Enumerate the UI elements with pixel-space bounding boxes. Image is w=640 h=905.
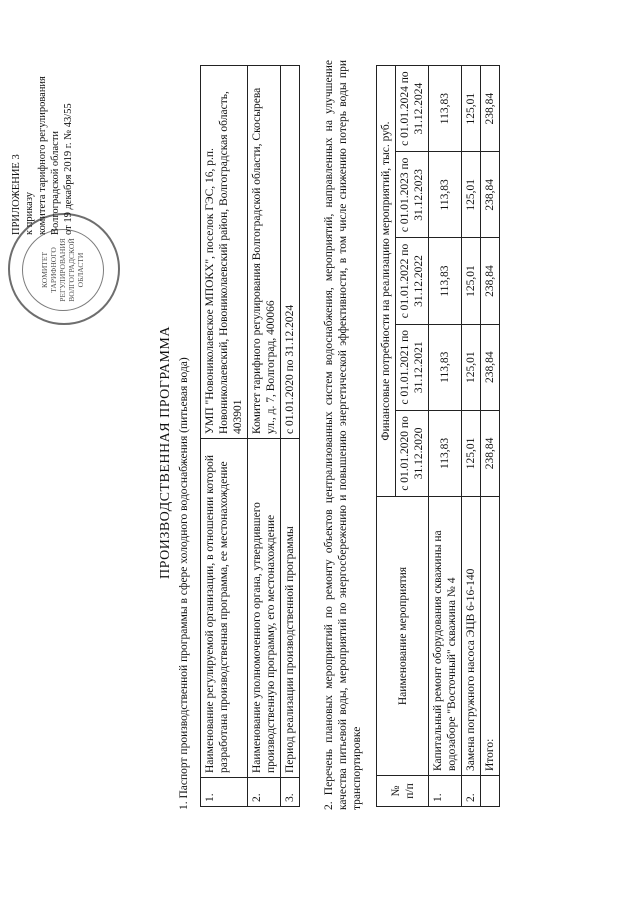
row-label: Капитальный ремонт оборудования скважины на водозаборе "Восточный" скважина № 4: [429, 497, 462, 776]
row-value: Комитет тарифного регулирования Волгоградской области, Скосырева ул., д. 7, Волгоград, 400066: [248, 66, 281, 439]
column-header-name: Наименование мероприятия: [377, 497, 429, 776]
row-value: УМП "Новониколаевское МПОКХ", поселок ГЭС, 16, р.п. Новониколаевский, Новониколаевский район, Волгоградская область, 403901: [201, 66, 248, 439]
table-header-row: [377, 66, 396, 807]
cell-value: 113,83: [429, 410, 462, 496]
appendix-line-4: Волгоградской области: [50, 130, 61, 235]
total-value: 238,84: [481, 324, 500, 410]
table-row: [281, 66, 300, 807]
cell-value: 125,01: [462, 410, 481, 496]
cell-value: 125,01: [462, 238, 481, 324]
total-label: Итого:: [481, 497, 500, 776]
table-total-row: [481, 66, 500, 807]
table-row: [201, 66, 248, 807]
row-value: с 01.01.2020 по 31.12.2024: [281, 66, 300, 439]
total-value: 238,84: [481, 410, 500, 496]
cell-value: 113,83: [429, 152, 462, 238]
column-header-number: № п/п: [377, 776, 429, 807]
period-header: с 01.01.2022 по 31.12.2022: [396, 238, 429, 324]
table-row: [248, 66, 281, 807]
cell-value: 113,83: [429, 238, 462, 324]
total-value: 238,84: [481, 66, 500, 152]
cell-value: 125,01: [462, 324, 481, 410]
table-row: [429, 66, 462, 807]
appendix-line-1: ПРИЛОЖЕНИЕ 3: [11, 154, 22, 235]
cell-value: 113,83: [429, 66, 462, 152]
period-header: с 01.01.2021 по 31.12.2021: [396, 324, 429, 410]
cell-value: 125,01: [462, 152, 481, 238]
row-label: Период реализации производственной программы: [281, 439, 300, 778]
section-1-heading: 1. Паспорт производственной программы в сфере холодного водоснабжения (питьевая вода): [178, 357, 190, 810]
appendix-header: [10, 25, 75, 235]
total-value: 238,84: [481, 238, 500, 324]
appendix-line-3: комитета тарифного регулирования: [37, 76, 48, 235]
section-2-heading: 2. Перечень плановых мероприятий по ремонту объектов централизованных систем водоснабжения, мероприятий, направленных на улучшение качества питьевой воды, мероприятий по энергосбережению и повышению энергетической эффективности, в том числе снижению потерь воды при транспортировке: [323, 60, 363, 810]
cell-value: 125,01: [462, 66, 481, 152]
row-number: 3.: [281, 778, 300, 807]
row-label: Наименование регулируемой организации, в отношении которой разработана производственная программа, ее местонахождение: [201, 439, 248, 778]
row-number: 1.: [201, 778, 248, 807]
period-header: с 01.01.2020 по 31.12.2020: [396, 410, 429, 496]
table-row: [462, 66, 481, 807]
cell-value: 113,83: [429, 324, 462, 410]
row-number: 1.: [429, 776, 462, 807]
period-header: с 01.01.2023 по 31.12.2023: [396, 152, 429, 238]
row-number: 2.: [462, 776, 481, 807]
total-value: 238,84: [481, 152, 500, 238]
row-label: Замена погружного насоса ЭЦВ 6-16-140: [462, 497, 481, 776]
column-header-financing: Финансовые потребности на реализацию мероприятий, тыс. руб.: [377, 66, 396, 497]
period-header: с 01.01.2024 по 31.12.2024: [396, 66, 429, 152]
seal-text: КОМИТЕТ ТАРИФНОГО РЕГУЛИРОВАНИЯ ВОЛГОГРАДСКОЙ ОБЛАСТИ: [40, 238, 85, 302]
appendix-line-5: от 19 декабря 2019 г. № 43/55: [63, 103, 74, 235]
row-label: Наименование уполномоченного органа, утвердившего производственную программу, его местонахождение: [248, 439, 281, 778]
row-number: 2.: [248, 778, 281, 807]
passport-table: [200, 65, 300, 807]
measures-table: [376, 65, 500, 807]
appendix-line-2: к приказу: [24, 192, 35, 235]
page-title: ПРОИЗВОДСТВЕННАЯ ПРОГРАММА: [158, 326, 173, 579]
